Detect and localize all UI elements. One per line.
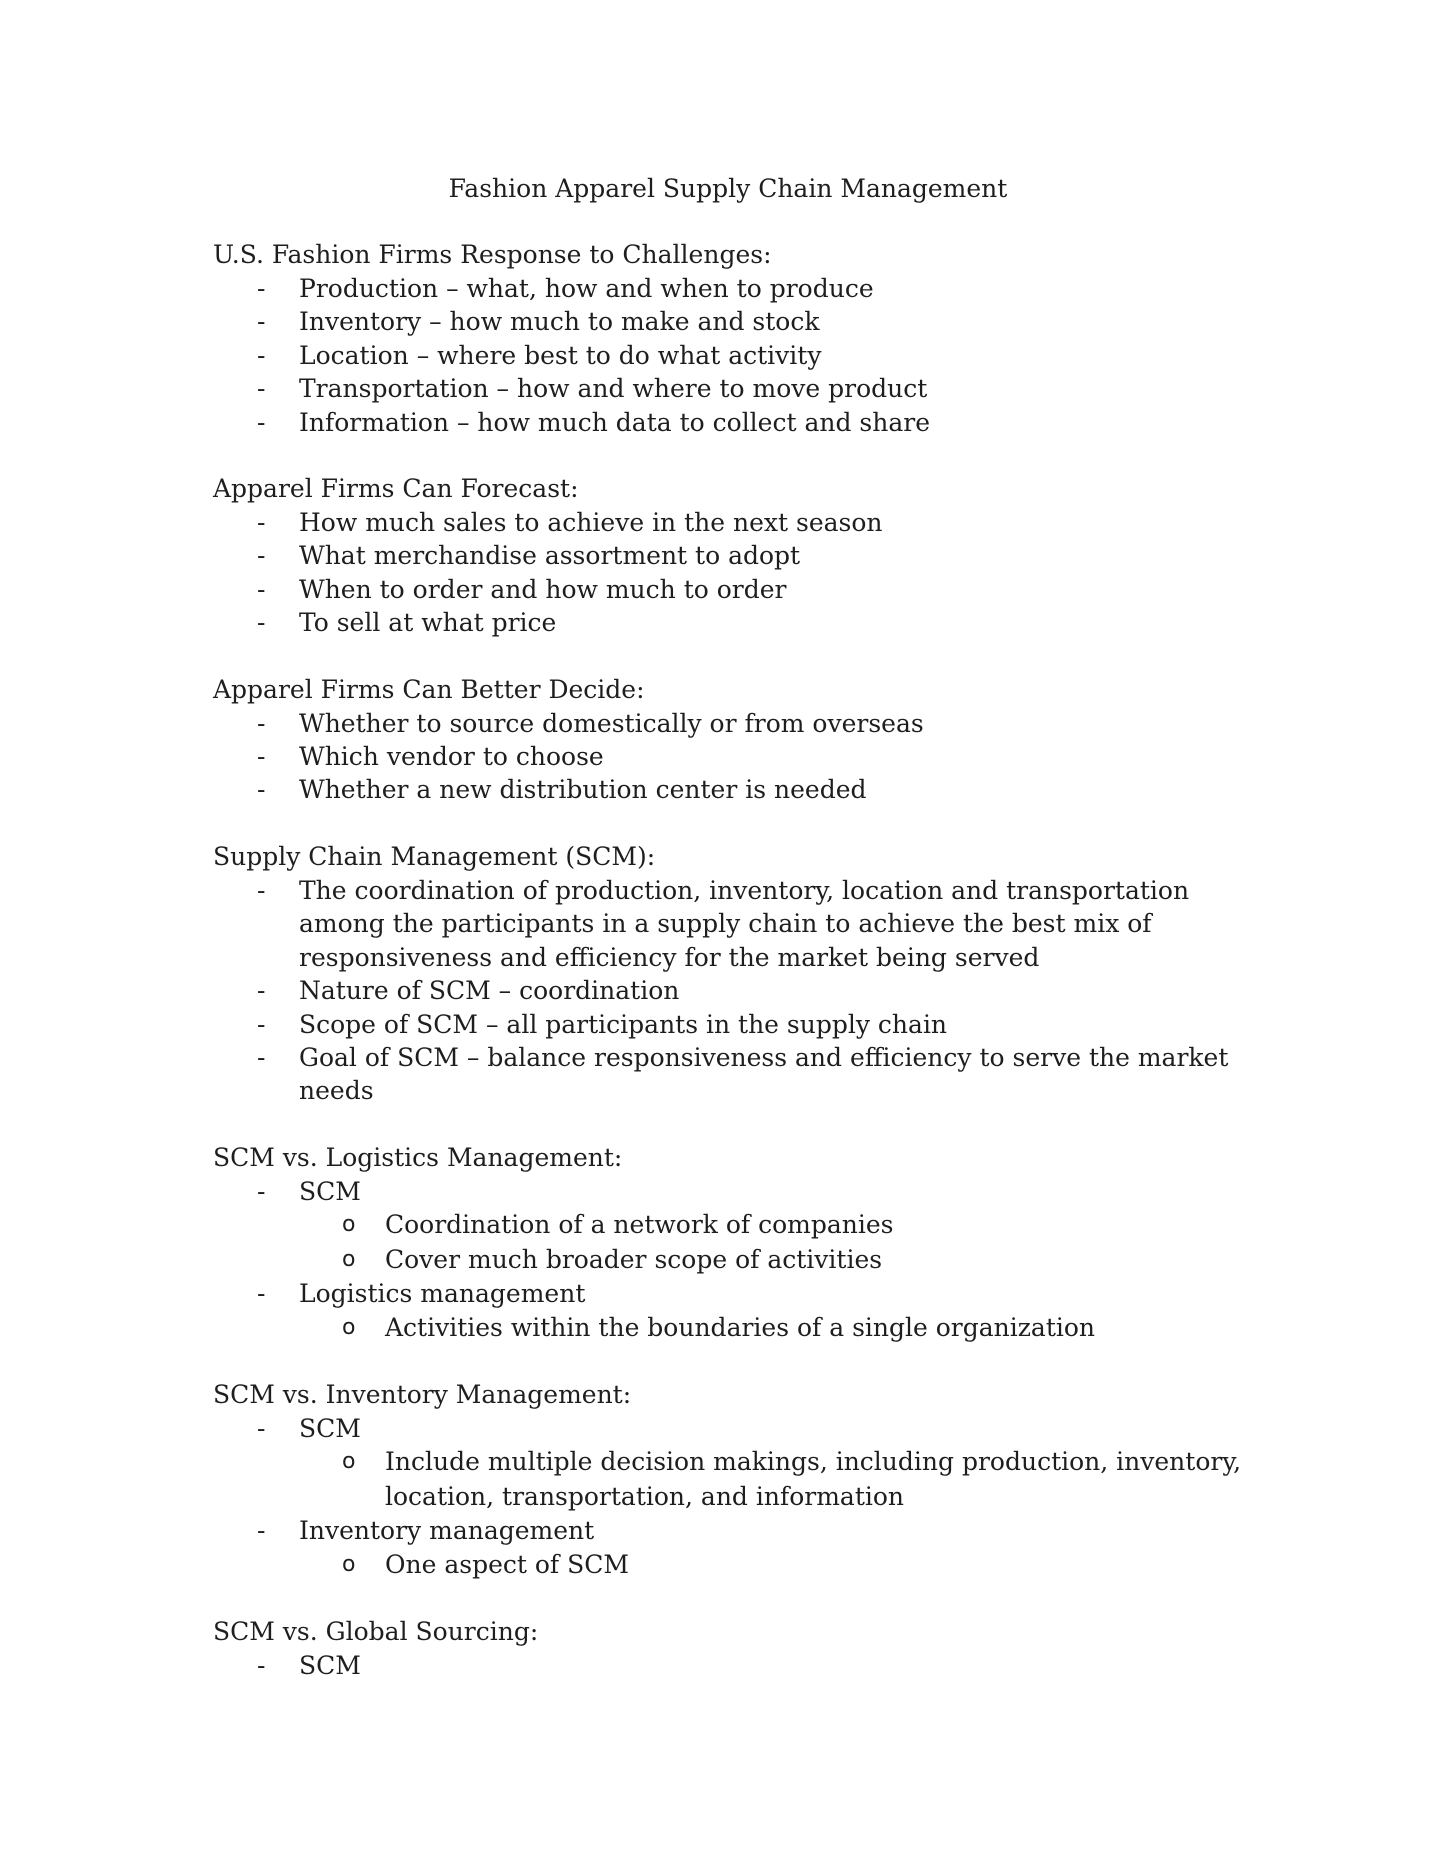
list-item xyxy=(213,707,1243,740)
sub-list-item xyxy=(299,1311,1243,1346)
sub-list-item-text: Include multiple decision makings, including production, inventory, location, transportation, and information xyxy=(385,1447,1242,1511)
list-item-text: Scope of SCM – all participants in the supply chain xyxy=(299,1009,948,1039)
list-item xyxy=(213,406,1243,439)
list-item xyxy=(213,305,1243,338)
sub-list-item-text: Cover much broader scope of activities xyxy=(385,1244,883,1274)
bullet-list xyxy=(213,707,1243,807)
list-item xyxy=(213,974,1243,1007)
list-item xyxy=(213,1514,1243,1582)
dash-bullet: - xyxy=(257,340,266,370)
list-item-text: Production – what, how and when to produce xyxy=(299,274,874,303)
sub-list-item-text: Coordination of a network of companies xyxy=(385,1210,894,1240)
bullet-list xyxy=(213,506,1243,640)
list-item xyxy=(213,740,1243,773)
list-item xyxy=(213,372,1243,405)
sub-bullet-list xyxy=(299,1208,1243,1277)
dash-bullet: - xyxy=(257,1176,266,1206)
list-item-text: How much sales to achieve in the next season xyxy=(299,508,883,538)
section-heading: Apparel Firms Can Forecast: xyxy=(213,474,579,504)
list-item-text: Goal of SCM – balance responsiveness and efficiency to serve the market needs xyxy=(299,1042,1229,1106)
list-item-text: Transportation – how and where to move product xyxy=(299,374,928,404)
list-item xyxy=(213,539,1243,572)
list-item-text: Whether a new distribution center is needed xyxy=(299,775,867,805)
dash-bullet: - xyxy=(257,508,266,538)
outline-section xyxy=(213,1378,1243,1582)
list-item xyxy=(213,573,1243,606)
outline-section xyxy=(213,472,1243,640)
sub-list-item xyxy=(299,1243,1243,1278)
dash-bullet: - xyxy=(257,742,266,772)
list-item xyxy=(213,1649,1243,1682)
list-item-text: Logistics management xyxy=(299,1279,586,1309)
outline-section xyxy=(213,673,1243,807)
section-heading: Supply Chain Management (SCM): xyxy=(213,841,656,871)
list-item xyxy=(213,339,1243,372)
list-item xyxy=(213,1277,1243,1345)
dash-bullet: - xyxy=(257,574,266,604)
dash-bullet: - xyxy=(257,1516,266,1546)
section-heading: SCM vs. Logistics Management: xyxy=(213,1142,623,1172)
document-body xyxy=(213,238,1243,1716)
dash-bullet: - xyxy=(257,976,266,1006)
sub-list-item xyxy=(299,1548,1243,1583)
dash-bullet: - xyxy=(257,407,266,437)
list-item-text: Inventory management xyxy=(299,1516,595,1546)
bullet-list xyxy=(213,1175,1243,1345)
section-heading: SCM vs. Global Sourcing: xyxy=(213,1617,539,1647)
list-item xyxy=(213,272,1243,305)
sub-bullet-list xyxy=(299,1311,1243,1346)
dash-bullet: - xyxy=(257,1651,266,1681)
dash-bullet: - xyxy=(257,274,266,303)
bullet-list xyxy=(213,272,1243,439)
outline-section xyxy=(213,238,1243,439)
list-item-text: Inventory – how much to make and stock xyxy=(299,307,820,337)
list-item-text: Location – where best to do what activity xyxy=(299,340,822,370)
list-item-text: SCM xyxy=(299,1176,361,1206)
document-title: Fashion Apparel Supply Chain Management xyxy=(448,174,1008,203)
list-item xyxy=(213,506,1243,539)
dash-bullet: - xyxy=(257,374,266,404)
bullet-list xyxy=(213,1649,1243,1682)
list-item-text: SCM xyxy=(299,1414,361,1444)
dash-bullet: - xyxy=(257,1279,266,1309)
circle-bullet: o xyxy=(342,1551,356,1577)
section-heading: SCM vs. Inventory Management: xyxy=(213,1380,632,1410)
sub-list-item xyxy=(299,1208,1243,1243)
dash-bullet: - xyxy=(257,541,266,571)
sub-list-item-text: One aspect of SCM xyxy=(385,1549,629,1579)
outline-section xyxy=(213,840,1243,1108)
list-item-text: Nature of SCM – coordination xyxy=(299,976,680,1006)
list-item-text: The coordination of production, inventory, location and transportation among the participants in a supply chain to achieve the best mix of responsiveness and efficiency for the market being served xyxy=(299,875,1190,972)
list-item xyxy=(213,1175,1243,1277)
dash-bullet: - xyxy=(257,307,266,337)
sub-list-item xyxy=(299,1445,1243,1514)
list-item-text: Information – how much data to collect and share xyxy=(299,407,931,437)
dash-bullet: - xyxy=(257,775,266,805)
circle-bullet: o xyxy=(342,1212,356,1238)
circle-bullet: o xyxy=(342,1314,356,1340)
list-item xyxy=(213,606,1243,639)
dash-bullet: - xyxy=(257,1009,266,1039)
dash-bullet: - xyxy=(257,1042,266,1072)
dash-bullet: - xyxy=(257,708,266,738)
list-item xyxy=(213,773,1243,806)
sub-bullet-list xyxy=(299,1548,1243,1583)
sub-bullet-list xyxy=(299,1445,1243,1514)
list-item-text: Whether to source domestically or from overseas xyxy=(299,708,924,738)
list-item-text: What merchandise assortment to adopt xyxy=(299,541,801,571)
circle-bullet: o xyxy=(342,1246,356,1272)
list-item xyxy=(213,874,1243,974)
bullet-list xyxy=(213,1412,1243,1582)
list-item-text: To sell at what price xyxy=(299,608,557,638)
outline-section xyxy=(213,1141,1243,1345)
sub-list-item-text: Activities within the boundaries of a single organization xyxy=(385,1312,1096,1342)
list-item-text: When to order and how much to order xyxy=(299,574,787,604)
list-item xyxy=(213,1412,1243,1514)
dash-bullet: - xyxy=(257,608,266,638)
outline-section xyxy=(213,1615,1243,1682)
list-item xyxy=(213,1041,1243,1108)
dash-bullet: - xyxy=(257,1414,266,1444)
list-item xyxy=(213,1008,1243,1041)
circle-bullet: o xyxy=(342,1449,356,1475)
list-item-text: SCM xyxy=(299,1651,361,1681)
list-item-text: Which vendor to choose xyxy=(299,742,604,772)
bullet-list xyxy=(213,874,1243,1108)
dash-bullet: - xyxy=(257,875,266,905)
section-heading: Apparel Firms Can Better Decide: xyxy=(213,674,645,704)
section-heading: U.S. Fashion Firms Response to Challenges: xyxy=(213,240,772,269)
